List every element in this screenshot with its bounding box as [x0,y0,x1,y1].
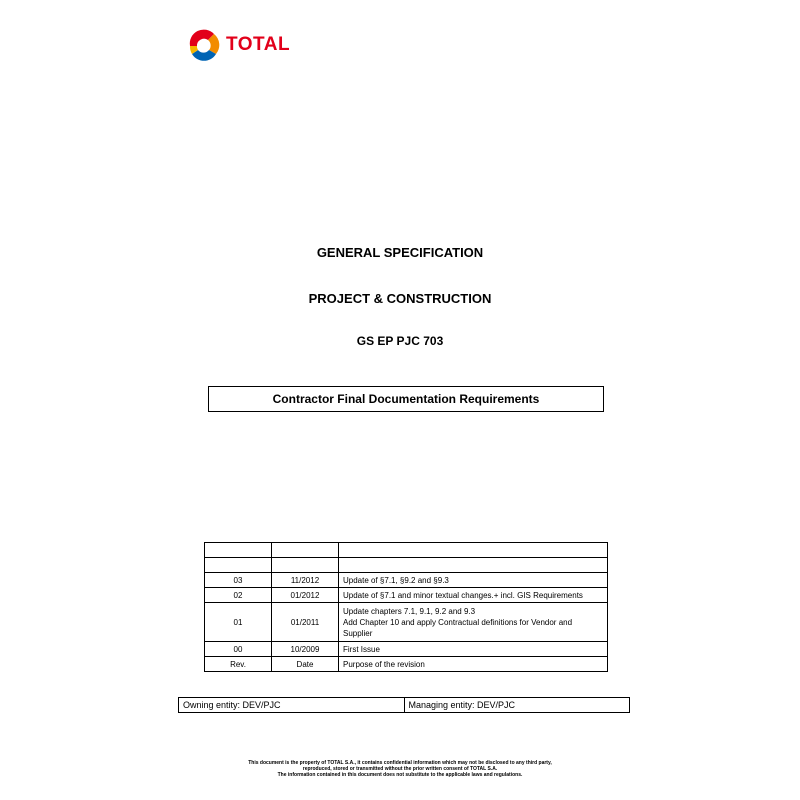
rev-cell: 03 [205,573,272,588]
purpose-cell [339,642,608,657]
total-logo-icon [184,24,224,64]
date-cell: 01/2012 [272,588,339,603]
rev-header: Rev. [205,657,272,672]
purpose-cell [339,573,608,588]
revision-header-row [205,657,608,672]
date-cell [272,543,339,558]
date-cell: 10/2009 [272,642,339,657]
revision-row [205,573,608,588]
footer-line: reproduced, stored or transmitted without the prior written consent of TOTAL S.A. [302,766,498,772]
purpose-line: Update chapters 7.1, 9.1, 9.2 and 9.3 [343,606,476,616]
rev-cell [205,558,272,573]
rev-cell: 02 [205,588,272,603]
revision-row-empty [205,543,608,558]
revision-row [205,603,608,642]
purpose-line: Update of §7.1, §9.2 and §9.3 [343,575,449,585]
document-type-heading: GENERAL SPECIFICATION [316,245,484,260]
entity-table [178,697,630,713]
date-cell: 11/2012 [272,573,339,588]
purpose-line: First Issue [343,644,380,654]
date-header: Date [272,657,339,672]
revision-row-empty [205,558,608,573]
purpose-line: Update of §7.1 and minor textual changes.+ incl. GIS Requirements [343,590,583,600]
logo-wordmark: TOTAL [226,34,291,55]
owning-entity: Owning entity: DEV/PJC [179,698,405,713]
purpose-cell [339,588,608,603]
managing-entity: Managing entity: DEV/PJC [404,698,630,713]
company-logo [184,24,299,64]
rev-cell: 01 [205,603,272,642]
revision-row [205,588,608,603]
footer-line: The information contained in this document does not substitute to the applicable laws and regulations. [277,772,523,778]
purpose-cell [339,603,608,642]
confidentiality-footer [0,760,800,778]
purpose-cell [339,558,608,573]
purpose-header: Purpose of the revision [339,657,608,672]
document-title-box: Contractor Final Documentation Requirements [208,386,604,412]
revision-table [204,542,608,672]
rev-cell [205,543,272,558]
revision-row [205,642,608,657]
document-number: GS EP PJC 703 [356,334,444,348]
date-cell: 01/2011 [272,603,339,642]
purpose-cell [339,543,608,558]
document-domain-heading: PROJECT & CONSTRUCTION [308,291,492,306]
purpose-line: Add Chapter 10 and apply Contractual definitions for Vendor and Supplier [343,617,573,638]
date-cell [272,558,339,573]
rev-cell: 00 [205,642,272,657]
footer-line: This document is the property of TOTAL S.A., it contains confidential information which may not be disclosed to any third party, [248,760,552,766]
